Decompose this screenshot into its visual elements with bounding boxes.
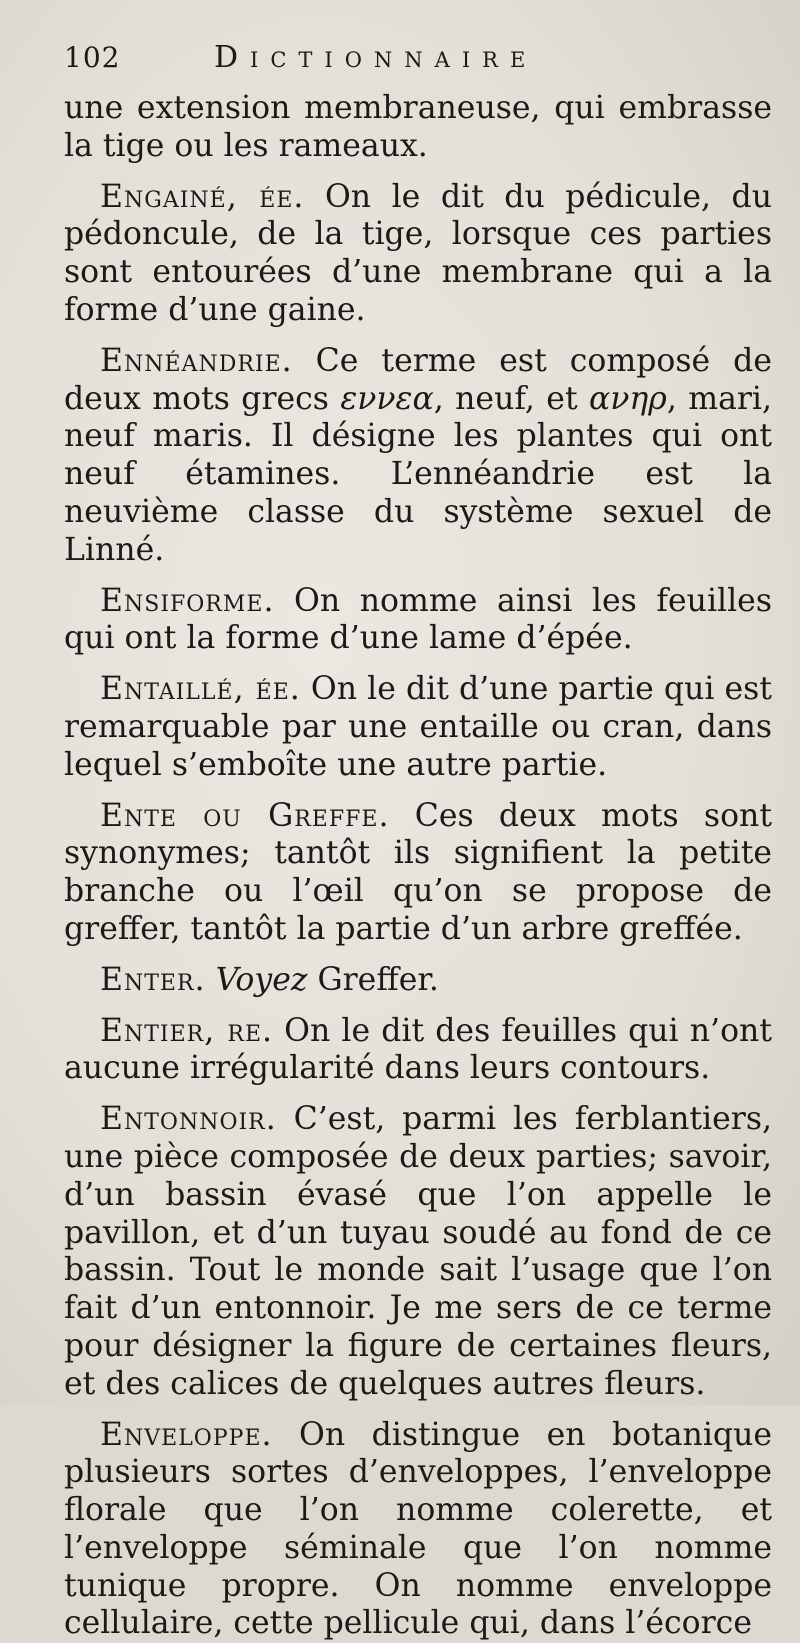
cross-reference-voyez: Voyez [216, 962, 308, 998]
greek-word: ανηρ [589, 381, 667, 417]
entry-text: C’est, parmi les ferblantiers, une pièce composée de deux parties; savoir, d’un bassin évasé que l’on appelle le pavillon, et d’un tuyau soudé au fond de ce bassin. Tout le monde sait l’usage que l’on fait d’un entonnoir. Je me sers de ce terme pour désigner la figure de certaines fleurs, et des calices de quelques autres fleurs. [64, 1101, 772, 1402]
entry-entier [64, 1013, 772, 1089]
page-header [64, 40, 772, 90]
headword: Entier, re. [100, 1013, 273, 1049]
entry-entonnoir [64, 1101, 772, 1403]
headword: Entonnoir. [100, 1101, 277, 1137]
entry-text: On distingue en botanique plusieurs sortes d’enveloppes, l’enveloppe florale que l’on nomme colerette, et l’enveloppe séminale que l’on nomme tunique propre. On nomme enveloppe cellulaire, cette pellicule qui, dans l’écorce [64, 1417, 772, 1642]
headword: Enter. [100, 962, 206, 998]
entry-text: Greffer. [307, 962, 439, 998]
entry-text: Ce terme est composé de deux mots grecs [64, 343, 772, 417]
entry-enter [64, 962, 772, 1000]
entry-ensiforme [64, 583, 772, 659]
entry-text: On le dit du pédicule, du pédoncule, de la tige, lorsque ces parties sont entourées d’une membrane qui a la forme d’une gaine. [64, 179, 772, 328]
running-title: Dictionnaire [214, 40, 537, 75]
entry-enneandrie [64, 343, 772, 570]
entry-ente-ou-greffe [64, 798, 772, 949]
headword: Ennéandrie. [100, 343, 293, 379]
entry-text: une extension membraneuse, qui embrasse la tige ou les rameaux. [64, 90, 772, 164]
headword: Enveloppe. [100, 1417, 273, 1453]
greek-word: εννεα [340, 381, 433, 417]
entry-text: On le dit des feuilles qui n’ont aucune irrégularité dans leurs contours. [64, 1013, 772, 1087]
entry-engaine [64, 179, 772, 330]
headword: Ente ou Greffe. [100, 798, 389, 834]
entry-text: On nomme ainsi les feuilles qui ont la forme d’une lame d’épée. [64, 583, 772, 657]
headword: Entaillé, ée. [100, 671, 301, 707]
entry-enveloppe [64, 1417, 772, 1643]
entry-text: , neuf, et [434, 381, 589, 417]
entry-continuation [64, 90, 772, 166]
entry-text: Ces deux mots sont synonymes; tantôt ils signifient la petite branche ou l’œil qu’on se propose de greffer, tantôt la partie d’un arbre greffée. [64, 798, 772, 947]
page-number: 102 [64, 41, 214, 74]
headword: Ensiforme. [100, 583, 274, 619]
entry-text: On le dit d’une partie qui est remarquable par une entaille ou cran, dans lequel s’emboîte une autre partie. [64, 671, 772, 783]
headword: Engainé, ée. [100, 179, 304, 215]
entry-entaille [64, 671, 772, 784]
dictionary-body [64, 90, 772, 1643]
entry-text: , mari, neuf maris. Il désigne les plantes qui ont neuf étamines. L’ennéandrie est la neuvième classe du système sexuel de Linné. [64, 381, 772, 568]
